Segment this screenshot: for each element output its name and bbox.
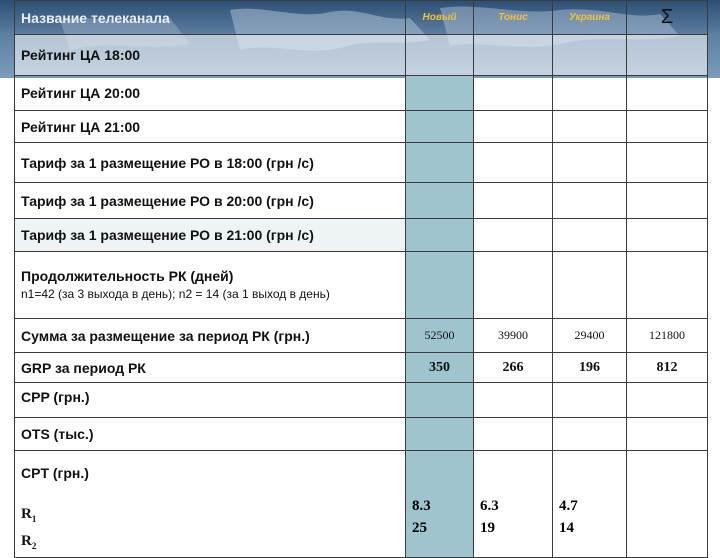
cell bbox=[474, 35, 553, 76]
cell bbox=[553, 35, 627, 76]
row-label bbox=[15, 451, 406, 558]
r2-label: $R_2$ bbox=[21, 533, 37, 551]
cell bbox=[474, 143, 553, 183]
cell bbox=[406, 252, 474, 319]
table-row bbox=[15, 219, 708, 252]
cell bbox=[406, 383, 474, 418]
cell bbox=[474, 76, 553, 111]
grp-value: 196 bbox=[553, 353, 627, 383]
row-label: GRP за период РК bbox=[15, 353, 406, 383]
cell bbox=[474, 183, 553, 219]
cell bbox=[553, 143, 627, 183]
channel-logo-novy: Новый bbox=[406, 1, 474, 35]
table-row bbox=[15, 353, 708, 383]
sum-value: 39900 bbox=[474, 319, 553, 353]
cpt-label: CPT (грн.) bbox=[21, 465, 89, 481]
cell bbox=[627, 183, 708, 219]
r1-value: 4.7 bbox=[559, 498, 578, 514]
channel-logo-ukraina: Украина bbox=[553, 1, 627, 35]
duration-note: n1=42 (за 3 выхода в день); n2 = 14 (за 1 выход в день) bbox=[21, 287, 330, 301]
cell bbox=[553, 76, 627, 111]
cell bbox=[474, 418, 553, 451]
row-label: Рейтинг ЦА 18:00 bbox=[15, 35, 406, 76]
table-row bbox=[15, 35, 708, 76]
r2-value: 25 bbox=[412, 520, 427, 536]
cell bbox=[627, 111, 708, 143]
row-label bbox=[15, 252, 406, 319]
cell bbox=[627, 451, 708, 558]
sum-value: 29400 bbox=[553, 319, 627, 353]
table-row bbox=[15, 143, 708, 183]
row-label: OTS (тыс.) bbox=[15, 418, 406, 451]
cell bbox=[406, 143, 474, 183]
cell bbox=[474, 383, 553, 418]
row-label: Тариф за 1 размещение РО в 20:00 (грн /с) bbox=[15, 183, 406, 219]
table-row bbox=[15, 76, 708, 111]
grp-value: 266 bbox=[474, 353, 553, 383]
cell bbox=[474, 219, 553, 252]
channel-logo-tonis: Тонис bbox=[474, 1, 553, 35]
row-label: Рейтинг ЦА 21:00 bbox=[15, 111, 406, 143]
cell bbox=[553, 183, 627, 219]
table-row bbox=[15, 252, 708, 319]
cell bbox=[553, 383, 627, 418]
cell bbox=[553, 252, 627, 319]
cell bbox=[627, 418, 708, 451]
total-sigma-icon: Σ bbox=[627, 1, 708, 35]
r2-value: 19 bbox=[480, 520, 495, 536]
row-label: CPP (грн.) bbox=[15, 383, 406, 418]
grp-value: 812 bbox=[627, 353, 708, 383]
row-label: Тариф за 1 размещение РО в 21:00 (грн /с) bbox=[15, 219, 406, 252]
row-label: Тариф за 1 размещение РО в 18:00 (грн /с) bbox=[15, 143, 406, 183]
cell bbox=[627, 219, 708, 252]
r1-value: 6.3 bbox=[480, 498, 499, 514]
cpt-cell bbox=[553, 451, 627, 558]
cell bbox=[406, 76, 474, 111]
cell bbox=[627, 252, 708, 319]
cell bbox=[627, 76, 708, 111]
cell bbox=[406, 35, 474, 76]
table-row bbox=[15, 451, 708, 558]
grp-value: 350 bbox=[406, 353, 474, 383]
duration-label: Продолжительность РК (дней) bbox=[21, 268, 234, 284]
row-label: Рейтинг ЦА 20:00 bbox=[15, 76, 406, 111]
table-row bbox=[15, 418, 708, 451]
table-row bbox=[15, 319, 708, 353]
cpt-cell bbox=[474, 451, 553, 558]
cell bbox=[474, 111, 553, 143]
sum-value: 52500 bbox=[406, 319, 474, 353]
cell bbox=[406, 418, 474, 451]
table-row bbox=[15, 383, 708, 418]
cell bbox=[474, 252, 553, 319]
cell bbox=[406, 219, 474, 252]
table-row bbox=[15, 111, 708, 143]
cell bbox=[627, 383, 708, 418]
r1-value: 8.3 bbox=[412, 498, 431, 514]
r1-label: $R_1$ bbox=[21, 506, 37, 524]
cell bbox=[406, 111, 474, 143]
cell bbox=[627, 35, 708, 76]
cell bbox=[553, 418, 627, 451]
cell bbox=[627, 143, 708, 183]
r2-value: 14 bbox=[559, 520, 574, 536]
cell bbox=[553, 219, 627, 252]
cell bbox=[553, 111, 627, 143]
tv-media-plan-table bbox=[14, 0, 708, 558]
header-channel-label: Название телеканала bbox=[15, 1, 406, 35]
row-label: Сумма за размещение за период РК (грн.) bbox=[15, 319, 406, 353]
cpt-cell bbox=[406, 451, 474, 558]
cell bbox=[406, 183, 474, 219]
sum-value: 121800 bbox=[627, 319, 708, 353]
table-row bbox=[15, 183, 708, 219]
